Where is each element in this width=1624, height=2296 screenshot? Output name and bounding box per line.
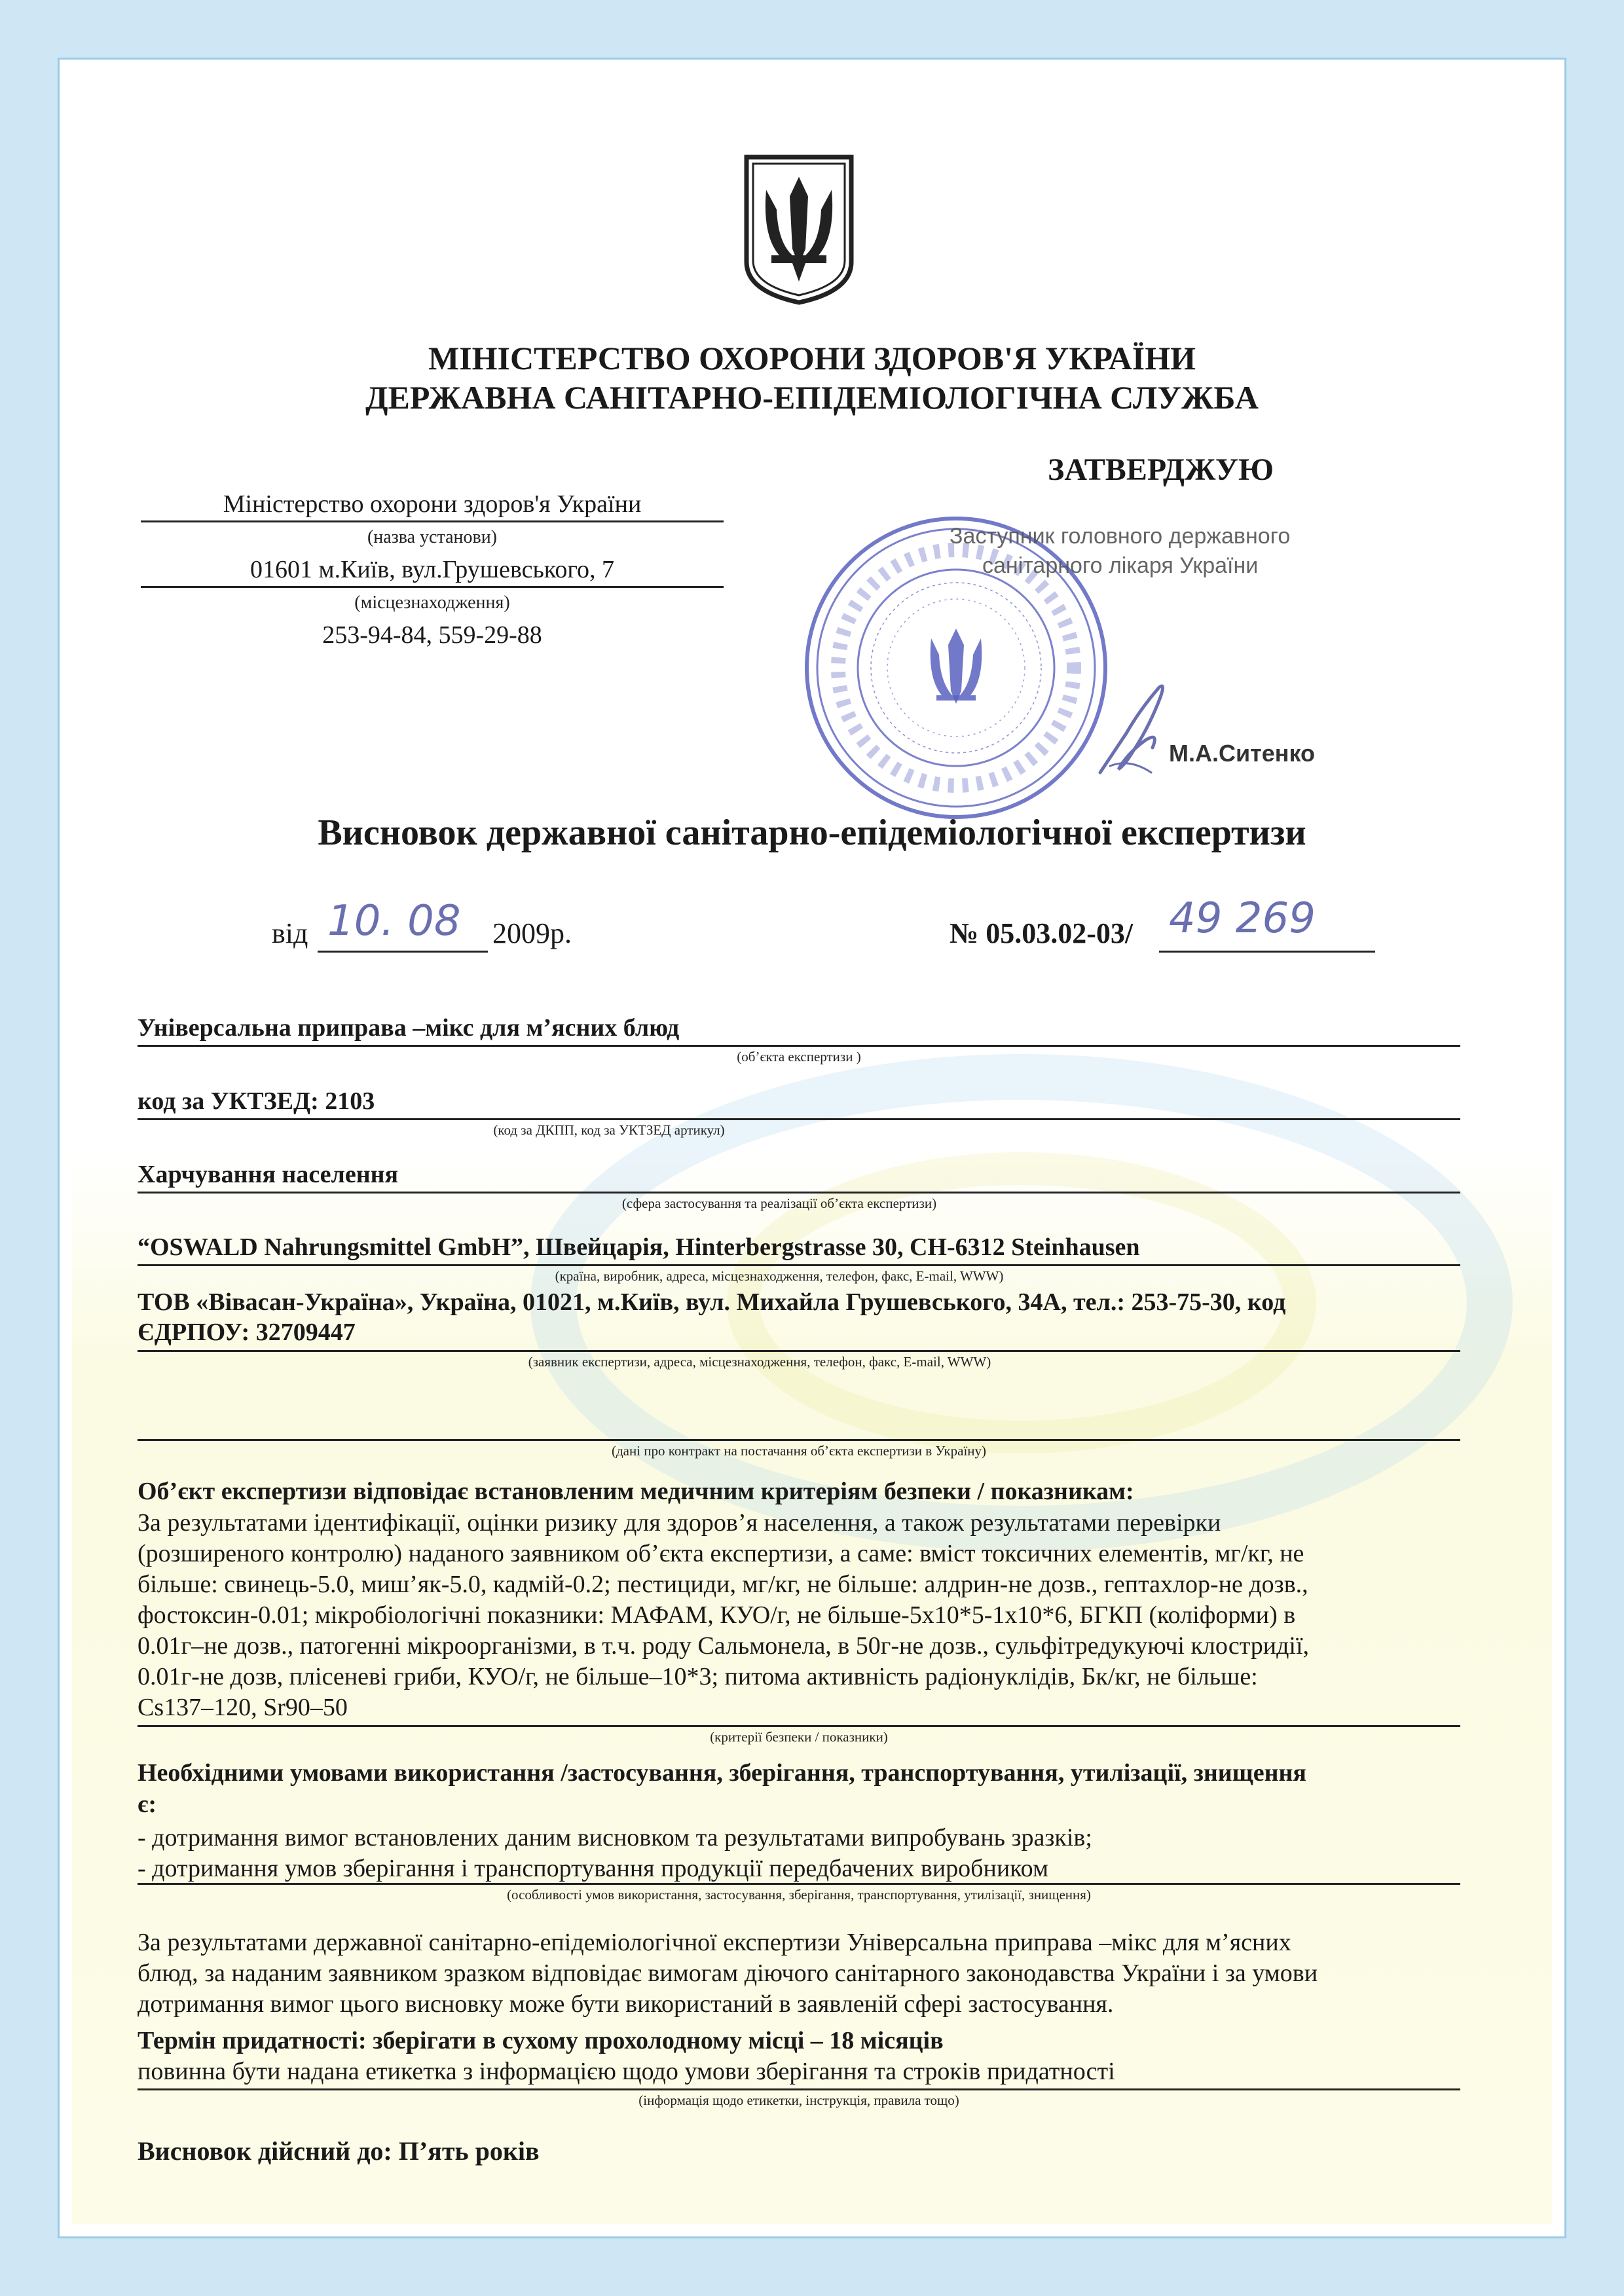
shelf-life-heading: Термін придатності: зберігати в сухому прохолодному місці – 18 місяців — [138, 2027, 944, 2054]
applicant-caption: (заявник експертизи, адреса, місцезнаходження, телефон, факс, E-mail, WWW) — [528, 1354, 991, 1370]
signature-icon — [1087, 674, 1185, 786]
conditions-rule — [138, 1883, 1460, 1885]
ukraine-trident-icon — [740, 151, 858, 308]
ministry-title: МІНІСТЕРСТВО ОХОРОНИ ЗДОРОВ'Я УКРАЇНИ — [428, 340, 1196, 376]
number-handwritten: 49 269 — [1169, 894, 1316, 943]
shelf-life-caption: (інформація щодо етикетки, інструкція, правила тощо) — [638, 2092, 959, 2108]
approval-signatory: М.А.Ситенко — [1169, 740, 1316, 767]
criteria-text — [138, 1508, 1460, 1723]
institution-name-caption: (назва установи) — [367, 527, 498, 547]
object-rule — [138, 1045, 1460, 1047]
criteria-heading: Об’єкт експертизи відповідає встановленим медичним критеріям безпеки / показникам: — [138, 1478, 1134, 1505]
criteria-line: більше: свинець-5.0, миш’як-5.0, кадмій-0.2; пестициди, мг/кг, не більше: алдрин-не дозв., гептахлор-не дозв., — [138, 1571, 1308, 1598]
scope-rule — [138, 1192, 1460, 1194]
document-title: Висновок державної санітарно-епідеміологічної експертизи — [318, 812, 1306, 853]
date-rule — [318, 951, 488, 953]
code-value: код за УКТЗЕД: 2103 — [138, 1087, 375, 1115]
producer-caption: (країна, виробник, адреса, місцезнаходження, телефон, факс, E-mail, WWW) — [555, 1268, 1004, 1284]
conditions-caption: (особливості умов використання, застосування, зберігання, транспортування, утилізації, знищення) — [507, 1887, 1091, 1903]
institution-name: Міністерство охорони здоров'я України — [223, 490, 642, 518]
criteria-line: 0.01г–не дозв., патогенні мікроорганізми, в т.ч. роду Сальмонела, в 50г-не дозв., сульфітредукуючі клостридії, — [138, 1632, 1310, 1660]
object-caption: (об’єкта експертизи ) — [737, 1049, 861, 1065]
approve-title: ЗАТВЕРДЖУЮ — [1048, 452, 1274, 487]
producer-value: “OSWALD Nahrungsmittel GmbH”, Швейцарія, Hinterbergstrasse 30, CH-6312 Steinhausen — [138, 1233, 1140, 1261]
applicant-line2: ЄДРПОУ: 32709447 — [138, 1319, 356, 1346]
applicant-rule — [138, 1350, 1460, 1352]
validity-text: Висновок дійсний до: П’ять років — [138, 2136, 540, 2166]
conditions-heading-line1: Необхідними умовами використання /застосування, зберігання, транспортування, утилізації, знищення — [138, 1759, 1306, 1787]
criteria-line: Cs137–120, Sr90–50 — [138, 1694, 348, 1721]
criteria-caption: (критерії безпеки / показники) — [710, 1729, 888, 1745]
number-rule — [1159, 951, 1375, 953]
date-handwritten: 10. 08 — [327, 897, 461, 945]
conditions-list — [138, 1823, 1460, 1884]
criteria-rule — [138, 1725, 1460, 1727]
applicant-line1: ТОВ «Вівасан-Україна», Україна, 01021, м.Київ, вул. Михайла Грушевського, 34А, тел.: 253-75-30, код — [138, 1288, 1286, 1316]
conclusion-text — [138, 1927, 1460, 2020]
producer-rule — [138, 1264, 1460, 1266]
criteria-line: За результатами ідентифікації, оцінки ризику для здоров’я населення, а також результатами перевірки — [138, 1509, 1221, 1537]
list-item: - дотримання вимог встановлених даним висновком та результатами випробувань зразків; — [138, 1824, 1092, 1851]
contract-caption: (дані про контракт на постачання об’єкта експертизи в Україну) — [611, 1443, 987, 1459]
approval-position-line2: санітарного лікаря України — [982, 553, 1259, 578]
conclusion-line: блюд, за наданим заявником зразком відповідає вимогам діючого санітарного законодавства України і за умови — [138, 1959, 1318, 1987]
scope-value: Харчування населення — [138, 1161, 399, 1188]
contract-rule — [138, 1439, 1460, 1441]
institution-phones: 253-94-84, 559-29-88 — [322, 621, 542, 649]
object-value: Універсальна приправа –мікс для м’ясних блюд — [138, 1014, 680, 1042]
date-suffix: 2009р. — [492, 917, 572, 949]
institution-address-rule — [141, 586, 724, 588]
institution-address-caption: (місцезнаходження) — [354, 592, 510, 613]
approval-position-line1: Заступник головного державного — [950, 524, 1291, 549]
code-rule — [138, 1118, 1460, 1120]
shelf-life-text: повинна бути надана етикетка з інформацією щодо умови зберігання та строків придатності — [138, 2058, 1115, 2085]
criteria-line: 0.01г-не дозв, плісеневі гриби, КУО/г, не більше–10*3; питома активність радіонуклідів, Бк/кг, не більше: — [138, 1663, 1258, 1690]
number-prefix: № 05.03.02-03/ — [950, 917, 1134, 949]
institution-name-rule — [141, 520, 724, 522]
service-title: ДЕРЖАВНА САНІТАРНО-ЕПІДЕМІОЛОГІЧНА СЛУЖБА — [365, 379, 1259, 416]
scope-caption: (сфера застосування та реалізації об’єкта експертизи) — [621, 1195, 937, 1211]
conditions-heading-line2: є: — [138, 1791, 157, 1818]
shelf-life-rule — [138, 2088, 1460, 2090]
conclusion-line: За результатами державної санітарно-епідеміологічної експертизи Універсальна приправа –мікс для м’ясних — [138, 1929, 1291, 1956]
criteria-line: (розширеного контролю) наданого заявником об’єкта експертизи, а саме: вміст токсичних елементів, мг/кг, не — [138, 1540, 1304, 1567]
conclusion-line: дотримання вимог цього висновку може бути використаний в заявленій сфері застосування. — [138, 1990, 1114, 2018]
criteria-line: фостоксин-0.01; мікробіологічні показники: МАФАМ, КУО/г, не більше-5х10*5-1х10*6, БГКП (коліформи) в — [138, 1601, 1296, 1629]
list-item: - дотримання умов зберігання і транспортування продукції передбачених виробником — [138, 1855, 1049, 1882]
date-prefix: від — [272, 917, 308, 949]
code-caption: (код за ДКПП, код за УКТЗЕД артикул) — [493, 1122, 725, 1138]
institution-address: 01601 м.Київ, вул.Грушевського, 7 — [250, 556, 614, 583]
